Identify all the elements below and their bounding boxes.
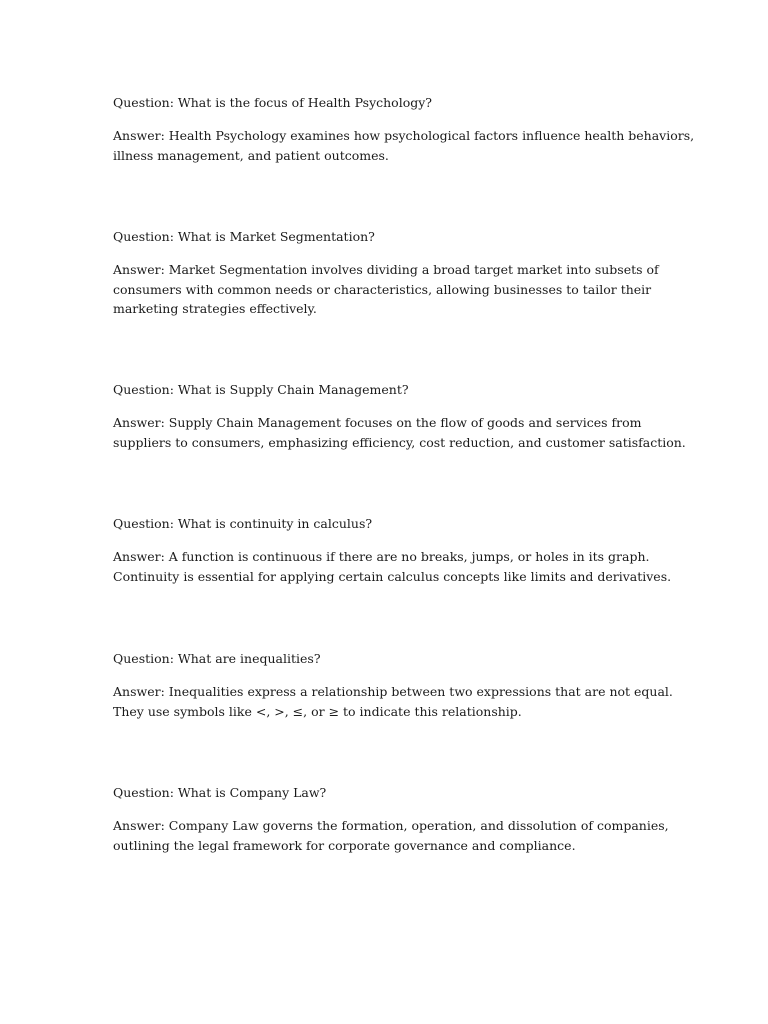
question-text: Question: What is Market Segmentation? <box>113 229 375 244</box>
answer-line: Answer: A function is continuous if there are no breaks, jumps, or holes in its graph. <box>113 549 650 564</box>
answer-text <box>113 816 673 855</box>
answer-line: Answer: Market Segmentation involves dividing a broad target market into subsets of <box>113 262 659 277</box>
answer-line: illness management, and patient outcomes. <box>113 147 389 163</box>
answer-text <box>113 260 673 319</box>
question-text: Question: What is the focus of Health Psychology? <box>113 95 433 110</box>
qa-item <box>113 381 686 452</box>
qa-item <box>113 515 673 586</box>
answer-text <box>113 682 673 721</box>
answer-line: Continuity is essential for applying certain calculus concepts like limits and derivatives. <box>113 568 672 584</box>
question-text: Question: What is Supply Chain Management? <box>113 382 409 397</box>
answer-text <box>113 547 673 586</box>
answer-line: Answer: Supply Chain Management focuses on the flow of goods and services from <box>113 415 642 430</box>
answer-line: marketing strategies effectively. <box>113 301 317 316</box>
answer-line: Answer: Health Psychology examines how psychological factors influence health behaviors, <box>113 128 695 143</box>
question-text: Question: What are inequalities? <box>113 651 321 666</box>
qa-item <box>113 228 673 319</box>
qa-item <box>113 784 673 855</box>
answer-line: suppliers to consumers, emphasizing efficiency, cost reduction, and customer satisfaction. <box>113 434 686 450</box>
answer-line: outlining the legal framework for corporate governance and compliance. <box>113 837 576 853</box>
question-text: Question: What is continuity in calculus? <box>113 516 373 531</box>
answer-line: consumers with common needs or characteristics, allowing businesses to tailor their <box>113 281 652 297</box>
answer-text <box>113 413 686 452</box>
answer-line: Answer: Inequalities express a relationship between two expressions that are not equal. <box>113 684 673 699</box>
answer-line: They use symbols like <, >, ≤, or ≥ to indicate this relationship. <box>113 703 522 719</box>
question-text: Question: What is Company Law? <box>113 785 327 800</box>
qa-item <box>113 650 673 721</box>
answer-line: Answer: Company Law governs the formation, operation, and dissolution of companies, <box>113 818 669 833</box>
answer-text <box>113 126 695 165</box>
qa-item <box>113 94 695 165</box>
